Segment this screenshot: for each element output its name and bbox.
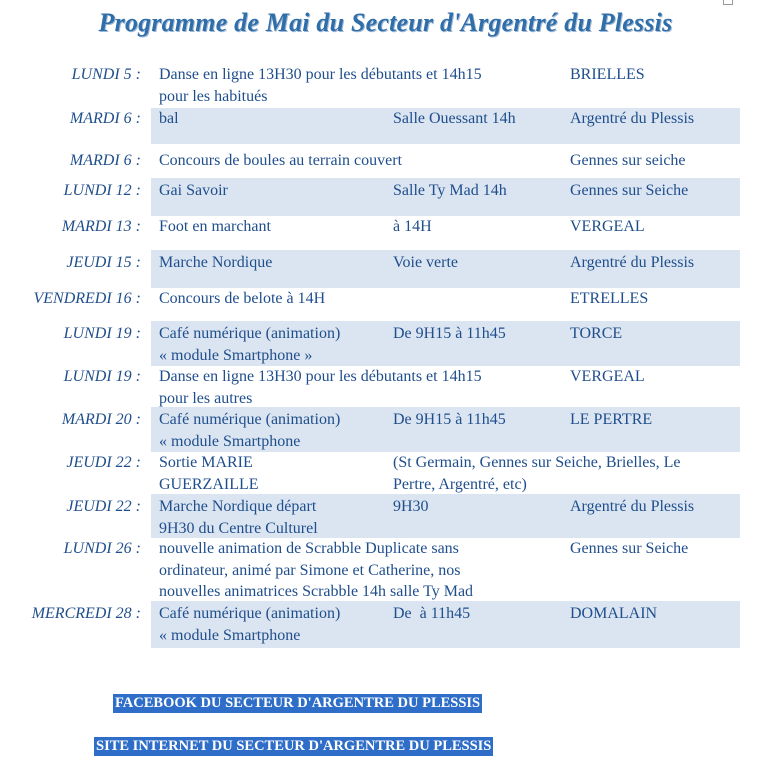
- row-location: Gennes sur Seiche: [570, 540, 689, 557]
- schedule-row: [0, 409, 771, 452]
- page-corner-mark: [723, 0, 733, 5]
- row-time: Salle Ouessant 14h: [393, 110, 516, 127]
- schedule-row: [0, 603, 771, 648]
- schedule-row: [0, 64, 771, 108]
- row-location: VERGEAL: [570, 218, 645, 235]
- row-activity: Café numérique (animation) « module Smartphone: [159, 411, 341, 450]
- row-day: JEUDI 22 :: [66, 498, 141, 515]
- row-day: VENDREDI 16 :: [33, 290, 141, 307]
- row-activity: Café numérique (animation) « module Smartphone: [159, 605, 341, 644]
- row-activity: Danse en ligne 13H30 pour les débutants et 14h15 pour les autres: [159, 368, 482, 407]
- schedule-row: [0, 496, 771, 538]
- row-day: JEUDI 15 :: [66, 254, 141, 271]
- row-location: TORCE: [570, 325, 623, 342]
- row-day: MARDI 13 :: [61, 218, 141, 235]
- row-time: De 9H15 à 11h45: [393, 325, 506, 342]
- row-time: 9H30: [393, 498, 429, 515]
- row-location: Argentré du Plessis: [570, 110, 695, 127]
- row-location: Gennes sur Seiche: [570, 182, 689, 199]
- schedule-row: [0, 108, 771, 144]
- row-location: Argentré du Plessis: [570, 254, 695, 271]
- schedule-row: [0, 452, 771, 496]
- row-location: ETRELLES: [570, 290, 649, 307]
- row-activity: Foot en marchant: [159, 218, 271, 235]
- schedule-row: [0, 150, 771, 180]
- row-time: Salle Ty Mad 14h: [393, 182, 507, 199]
- row-activity: Danse en ligne 13H30 pour les débutants et 14h15 pour les habitués: [159, 66, 482, 105]
- row-day: JEUDI 22 :: [66, 454, 141, 471]
- row-activity: Marche Nordique: [159, 254, 273, 271]
- row-activity: Concours de belote à 14H: [159, 290, 326, 307]
- row-day: LUNDI 19 :: [63, 325, 141, 342]
- row-day: LUNDI 26 :: [63, 540, 141, 557]
- row-day: LUNDI 12 :: [63, 182, 141, 199]
- schedule-row: [0, 216, 771, 252]
- schedule-row: [0, 538, 771, 603]
- schedule-row: [0, 323, 771, 366]
- website-link[interactable]: SITE INTERNET DU SECTEUR D'ARGENTRE DU PLESSIS: [96, 738, 492, 754]
- schedule-row: [0, 180, 771, 216]
- row-location: Gennes sur seiche: [570, 152, 686, 169]
- facebook-link[interactable]: FACEBOOK DU SECTEUR D'ARGENTRE DU PLESSIS: [115, 695, 481, 711]
- row-day: MARDI 20 :: [61, 411, 141, 428]
- page-title: Programme de Mai du Secteur d'Argentré du Plessis: [98, 8, 673, 37]
- schedule-row: [0, 366, 771, 409]
- row-activity: Gai Savoir: [159, 182, 228, 199]
- row-activity: bal: [159, 110, 179, 127]
- row-time: De à 11h45: [393, 605, 471, 622]
- row-time: De 9H15 à 11h45: [393, 411, 506, 428]
- row-day: LUNDI 19 :: [63, 368, 141, 385]
- row-time: à 14H: [393, 218, 432, 235]
- row-location: LE PERTRE: [570, 411, 653, 428]
- row-activity: Concours de boules au terrain couvert: [159, 152, 403, 169]
- row-location: VERGEAL: [570, 368, 645, 385]
- row-day: LUNDI 5 :: [71, 66, 141, 83]
- schedule-row: [0, 252, 771, 288]
- row-time: (St Germain, Gennes sur Seiche, Brielles, Le Pertre, Argentré, etc): [393, 454, 681, 493]
- row-activity: Sortie MARIE GUERZAILLE: [159, 454, 259, 493]
- row-day: MARDI 6 :: [69, 110, 141, 127]
- row-activity: Marche Nordique départ 9H30 du Centre Culturel: [159, 498, 318, 537]
- schedule-row: [0, 288, 771, 323]
- row-location: DOMALAIN: [570, 605, 658, 622]
- row-activity: Café numérique (animation) « module Smartphone »: [159, 325, 341, 364]
- row-location: BRIELLES: [570, 66, 645, 83]
- row-time: Voie verte: [393, 254, 459, 271]
- row-activity: nouvelle animation de Scrabble Duplicate sans ordinateur, animé par Simone et Catherine, nos nouvelles animatrices Scrabble 14h salle Ty Mad: [159, 540, 474, 600]
- row-day: MERCREDI 28 :: [31, 605, 141, 622]
- row-day: MARDI 6 :: [69, 152, 141, 169]
- row-location: Argentré du Plessis: [570, 498, 695, 515]
